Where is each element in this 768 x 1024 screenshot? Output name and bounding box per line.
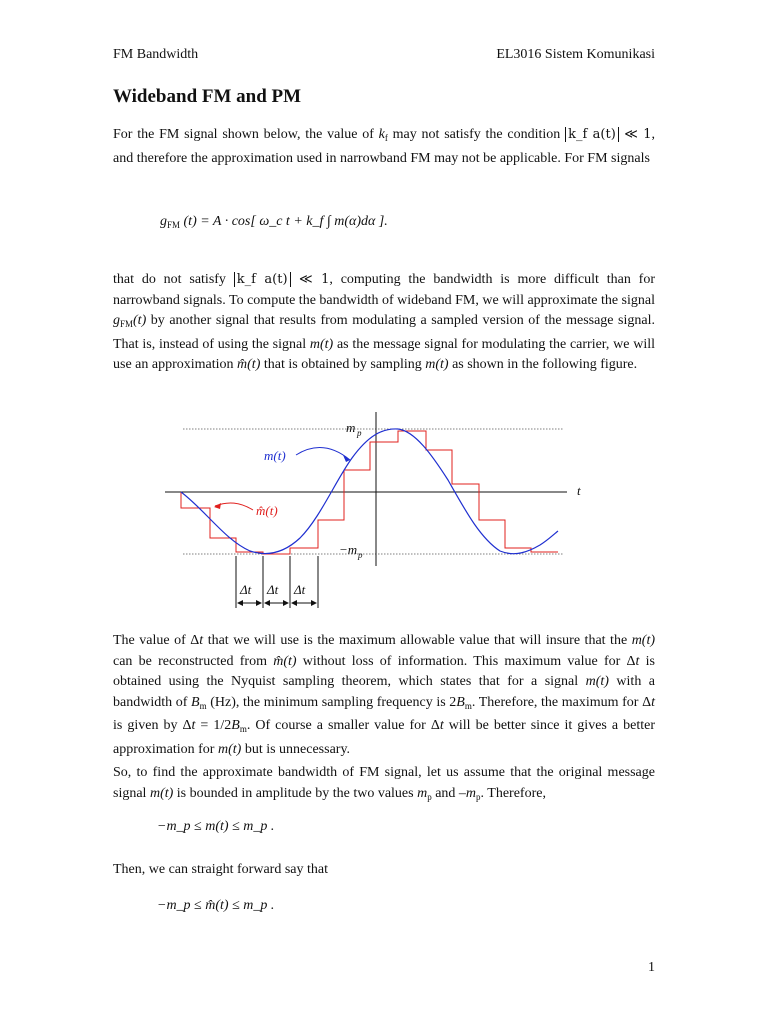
- paragraph-bounds: So, to find the approximate bandwidth of FM signal, let us assume that the original message signal m(t) is bounded in amplitude by the two values $m_p$ and $-m_p$. Therefore,: [113, 765, 655, 802]
- equation-bounds-m: −m_p ≤ m(t) ≤ m_p .: [157, 819, 275, 834]
- neg-mp-label: −m: [339, 542, 358, 557]
- header-right: EL3016 Sistem Komunikasi: [496, 47, 655, 62]
- paragraph-then: Then, we can straight forward say that: [113, 862, 328, 877]
- paragraph-intro: For the FM signal shown below, the value of $k_f$ may not satisfy the condition k_f a(t) ≪ 1, and therefore the approximation used in narrowband FM may not be applicable. For FM signals: [113, 127, 655, 166]
- mhat-arrow: [215, 503, 253, 510]
- mt-arrow: [296, 448, 350, 460]
- mt-label: m(t): [264, 448, 286, 463]
- section-title: Wideband FM and PM: [113, 86, 302, 107]
- mp-label-sub: p: [357, 428, 362, 438]
- page-number: 1: [648, 960, 655, 975]
- equation-bounds-mhat: −m_p ≤ m̂(t) ≤ m_p .: [157, 898, 275, 913]
- mhat-label: m̂(t): [256, 503, 278, 518]
- sampled-staircase: [181, 431, 558, 554]
- dt-label-3: Δt: [294, 582, 306, 597]
- paragraph-nyquist: The value of Δt that we will use is the maximum allowable value that will insure that the m(t) can be reconstructed from m̂(t) without loss of information. This maximum value for Δt is obtained using the Nyquist sampling theorem, which states that for a signal m(t) with a bandwidth of $B_m$ (Hz), the minimum sampling frequency is $2B_m$. Therefore, the maximum for Δt is given by $\Delta t = 1/2B_m$. Of course a smaller value for Δt will be better since it gives a better approximation for m(t) but is unnecessary.: [113, 633, 656, 757]
- mp-label: m: [346, 420, 356, 435]
- header-left: FM Bandwidth: [113, 47, 199, 62]
- equation-gfm: $g_{FM}$ (t) = A · cos[ ω_c t + k_f ∫ m(α)dα ].: [160, 214, 388, 230]
- dt-label-2: Δt: [267, 582, 279, 597]
- signal-curve: [181, 429, 558, 554]
- neg-mp-label-sub: p: [358, 550, 363, 560]
- t-axis-label: t: [577, 483, 581, 498]
- paragraph-wideband: that do not satisfy k_f a(t) ≪ 1, computing the bandwidth is more difficult than for narrowband signals. To compute the bandwidth of wideband FM, we will approximate the signal $g_{FM}(t)$ by another signal that results from modulating a sampled version of the message signal. That is, instead of using the signal m(t) as the message signal for modulating the carrier, we will use an approximation m̂(t) that is obtained by sampling m(t) as shown in the following figure.: [113, 272, 655, 372]
- dt-label-1: Δt: [240, 582, 252, 597]
- condition-expression: k_f a(t): [565, 127, 619, 142]
